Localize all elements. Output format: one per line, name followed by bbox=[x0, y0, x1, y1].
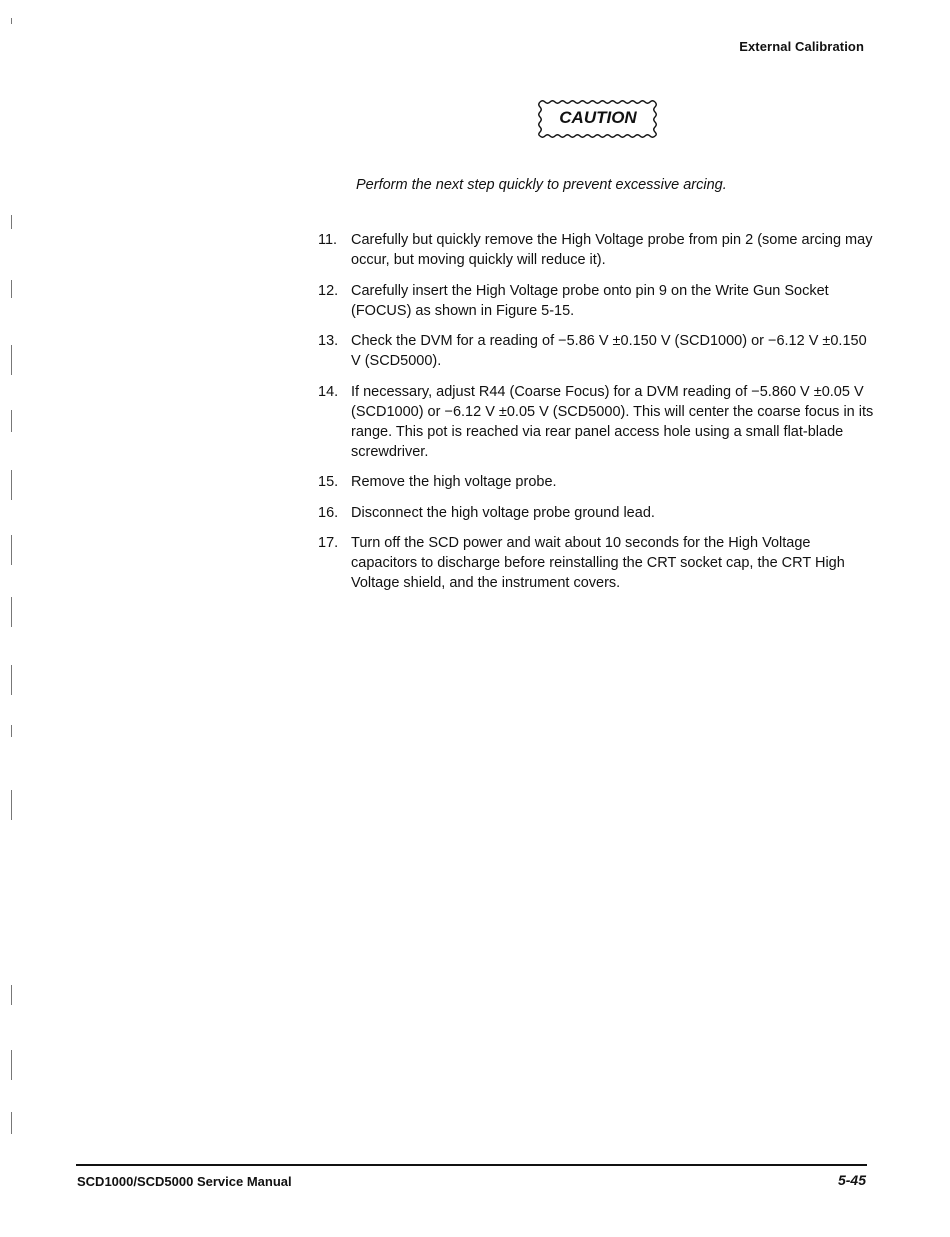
step-item bbox=[318, 503, 874, 523]
procedure-steps bbox=[318, 230, 874, 604]
step-number: 11. bbox=[318, 232, 338, 248]
step-text: If necessary, adjust R44 (Coarse Focus) for a DVM reading of −5.860 V ±0.05 V (SCD1000) or −6.12 V ±0.05 V (SCD5000). This will center the coarse focus in its range. This pot is reached via rear panel access hole using a small flat-blade screwdriver. bbox=[351, 383, 874, 460]
caution-box bbox=[536, 98, 660, 140]
step-item bbox=[318, 281, 874, 321]
step-text: Carefully insert the High Voltage probe onto pin 9 on the Write Gun Socket (FOCUS) as shown in Figure 5-15. bbox=[351, 282, 829, 319]
caution-label: CAUTION bbox=[559, 108, 637, 127]
step-text: Carefully but quickly remove the High Voltage probe from pin 2 (some arcing may occur, but moving quickly will reduce it). bbox=[351, 232, 873, 268]
step-text: Turn off the SCD power and wait about 10 seconds for the High Voltage capacitors to discharge before reinstalling the CRT socket cap, the CRT High Voltage shield, and the instrument covers. bbox=[351, 535, 845, 591]
footer-page-number: 5-45 bbox=[837, 1172, 866, 1188]
step-text: Disconnect the high voltage probe ground lead. bbox=[351, 504, 655, 521]
scan-artifact bbox=[11, 725, 12, 737]
scan-artifact bbox=[11, 597, 12, 627]
footer-rule bbox=[76, 1164, 867, 1166]
scan-artifact bbox=[11, 345, 12, 375]
step-number: 16. bbox=[318, 504, 339, 521]
step-text: Check the DVM for a reading of −5.86 V ±0.150 V (SCD1000) or −6.12 V ±0.150 V (SCD5000). bbox=[351, 333, 867, 369]
step-item bbox=[318, 382, 874, 462]
step-number: 15. bbox=[318, 474, 339, 490]
scan-artifact bbox=[11, 790, 12, 820]
scan-artifact bbox=[11, 215, 12, 229]
scan-artifact bbox=[11, 665, 12, 695]
scan-artifact bbox=[11, 985, 12, 1005]
scan-artifact bbox=[11, 535, 12, 565]
step-number: 14. bbox=[318, 383, 339, 400]
section-header: External Calibration bbox=[739, 39, 864, 54]
scan-artifact bbox=[11, 280, 12, 298]
step-item bbox=[318, 472, 874, 492]
step-item bbox=[318, 533, 874, 593]
scan-artifact bbox=[11, 470, 12, 500]
scan-artifact bbox=[11, 1050, 12, 1080]
step-number: 17. bbox=[318, 535, 339, 551]
step-number: 12. bbox=[318, 282, 339, 299]
scan-artifact bbox=[11, 1112, 12, 1134]
scan-artifact bbox=[11, 18, 12, 24]
footer-manual-title: SCD1000/SCD5000 Service Manual bbox=[77, 1174, 292, 1189]
scan-artifact bbox=[11, 410, 12, 432]
step-item bbox=[318, 331, 874, 371]
step-item bbox=[318, 230, 874, 270]
caution-text: Perform the next step quickly to prevent excessive arcing. bbox=[356, 177, 727, 193]
step-number: 13. bbox=[318, 333, 339, 349]
step-text: Remove the high voltage probe. bbox=[351, 474, 557, 490]
